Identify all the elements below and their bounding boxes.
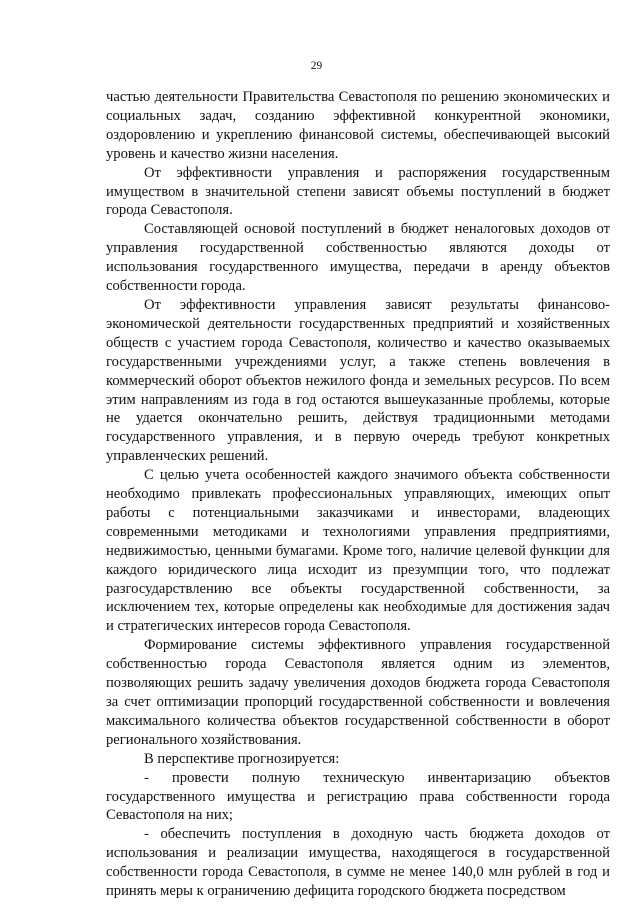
paragraph: С целью учета особенностей каждого значимого объекта собственности необходимо привлекать профессиональных управляющих, имеющих опыт работы с потенциальными заказчиками и инвесторами, владеющих современными методиками и технологиями управления предприятиями, недвижимостью, ценными бумагами. Кроме того, наличие целевой функции для каждого юридического лица исходит из презумпции того, что подлежат разгосударствлению все объекты государственной собственности, за исключением тех, которые определены как необходимые для достижения задач и стратегических интересов города Севастополя. xyxy=(106,467,610,635)
page-number: 29 xyxy=(310,60,323,72)
list-item: - провести полную техническую инвентаризацию объектов государственного имущества и регистрацию права собственности города Севастополя на них; xyxy=(106,769,610,824)
list-item: - обеспечить поступления в доходную часть бюджета доходов от использования и реализации имущества, находящегося в государственной собственности города Севастополя, в сумме не менее 140,0 млн рублей в год и принять меры к ограничению дефицита городского бюджета посредством xyxy=(106,826,610,900)
paragraph-continuation: частью деятельности Правительства Севастополя по решению экономических и социальных задач, созданию эффективной конкурентной экономики, оздоровлению и укреплению финансовой системы, обеспечивающей высокий уровень и качество жизни населения. xyxy=(106,89,610,162)
paragraph: От эффективности управления зависят результаты финансово-экономической деятельности государственных предприятий и хозяйственных обществ с участием города Севастополя, количество и качество оказываемых государственными учреждениями услуг, а также степень вовлечения в коммерческий оборот объектов нежилого фонда и земельных ресурсов. По всем этим направлениям из года в год остаются вышеуказанные проблемы, которые не удается окончательно решить, действуя традиционными методами государственного управления, и в первую очередь требуют конкретных управленческих решений. xyxy=(106,296,610,465)
body-text xyxy=(106,88,610,901)
paragraph: Составляющей основой поступлений в бюджет неналоговых доходов от управления государственной собственностью являются доходы от использования государственного имущества, передачи в аренду объектов собственности города. xyxy=(106,221,610,295)
forecast-intro: В перспективе прогнозируется: xyxy=(144,750,340,767)
paragraph: Формирование системы эффективного управления государственной собственностью города Севастополя является одним из элементов, позволяющих решить задачу увеличения доходов бюджета города Севастополя за счет оптимизации пропорций государственной собственности и вовлечения максимального количества объектов государственной собственности в оборот регионального хозяйствования. xyxy=(106,637,610,748)
paragraph: От эффективности управления и распоряжения государственным имуществом в значительной степени зависят объемы поступлений в бюджет города Севастополя. xyxy=(106,164,610,219)
